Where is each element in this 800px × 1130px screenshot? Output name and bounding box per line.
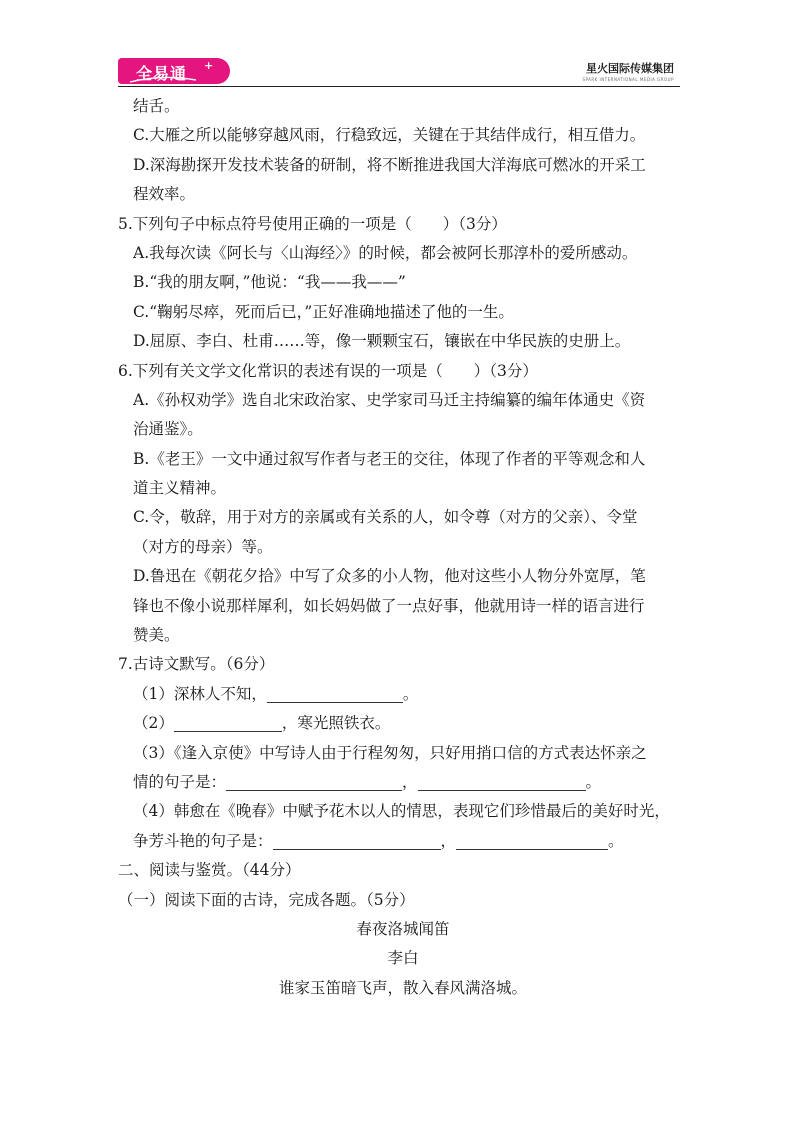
logo-plus: + [204, 59, 214, 72]
answer-blank[interactable] [267, 684, 403, 703]
line-fragment: ，寒光照铁衣。 [281, 714, 391, 733]
text-line: 5.下列句子中标点符号使用正确的一项是（ ）（3分） [118, 214, 507, 233]
text-line: （对方的母亲）等。 [133, 537, 273, 556]
logo-swoosh-icon [128, 76, 198, 84]
brand-name-en: SPARK INTERNATIONAL MEDIA GROUP [582, 77, 674, 82]
text-line: B.“我的朋友啊，”他说：“我——我——” [133, 273, 406, 292]
poem-line: 李白 [387, 949, 419, 968]
document-body [118, 92, 698, 1003]
page-header [118, 56, 680, 88]
text-line: B.《老王》一文中通过叙写作者与老王的交往，体现了作者的平等观念和人 [133, 449, 646, 468]
text-line: （一）阅读下面的古诗，完成各题。（5分） [118, 890, 415, 909]
text-line: 道主义精神。 [133, 479, 227, 498]
text-line: A.我每次读《阿长与〈山海经〉》的时候，都会被阿长那淳朴的爱所感动。 [133, 243, 638, 262]
text-line: 二、阅读与鉴赏。（44分） [118, 861, 301, 880]
line-fragment: 情的句子是： [133, 772, 227, 791]
quanyitong-logo [118, 58, 230, 84]
text-line: 锋也不像小说那样犀利，如长妈妈做了一点好事，他就用诗一样的语言进行 [133, 596, 645, 615]
text-line [118, 768, 698, 797]
line-fragment: 争芳斗艳的句子是： [133, 831, 273, 850]
text-line: （4）韩愈在《晚春》中赋予花木以人的情思，表现它们珍惜最后的美好时光， [133, 802, 670, 821]
answer-blank[interactable] [174, 713, 282, 732]
text-line: 程效率。 [133, 185, 196, 204]
answer-blank[interactable] [273, 831, 441, 850]
header-divider [118, 86, 680, 87]
publisher-brand [582, 60, 674, 82]
text-line [118, 827, 698, 856]
line-fragment: 。 [608, 831, 624, 850]
line-fragment: 。 [585, 772, 602, 791]
text-line [118, 680, 698, 709]
text-line: 治通鉴》。 [133, 420, 203, 439]
text-line: 6.下列有关文学文化常识的表述有误的一项是（ ）（3分） [118, 361, 538, 380]
text-line: C.令，敬辞，用于对方的亲属或有关系的人，如令尊（对方的父亲）、令堂 [133, 508, 638, 527]
text-line: D.鲁迅在《朝花夕拾》中写了众多的小人物，他对这些小人物分外宽厚，笔 [133, 567, 646, 586]
answer-blank[interactable] [456, 831, 608, 850]
brand-name-cn: 星火国际传媒集团 [586, 62, 674, 75]
line-fragment: 。 [402, 684, 419, 703]
text-line: A.《孙权劝学》选自北宋政治家、史学家司马迁主持编纂的编年体通史《资 [133, 390, 646, 409]
text-line: 7.古诗文默写。（6分） [118, 655, 275, 674]
logo-text: 全易通 [136, 64, 188, 83]
text-line: 结舌。 [133, 97, 180, 115]
text-line: （3）《逢入京使》中写诗人由于行程匆匆，只好用捎口信的方式表达怀亲之 [133, 743, 647, 762]
text-line: D.屈原、李白、杜甫……等，像一颗颗宝石，镶嵌在中华民族的史册上。 [133, 332, 631, 351]
line-fragment: （2） [133, 714, 174, 733]
text-line: C.大雁之所以能够穿越风雨，行稳致远，关键在于其结伴成行，相互借力。 [133, 126, 646, 145]
answer-blank[interactable] [226, 772, 402, 791]
text-line: C.“鞠躬尽瘁，死而后已，”正好准确地描述了他的一生。 [133, 302, 514, 321]
text-line [118, 709, 698, 738]
line-fragment: ， [402, 772, 418, 791]
poem-line: 谁家玉笛暗飞声，散入春风满洛城。 [278, 978, 527, 997]
text-line: D.深海勘探开发技术装备的研制，将不断推进我国大洋海底可燃冰的开采工 [133, 155, 646, 174]
line-fragment: （1）深林人不知， [133, 684, 267, 703]
poem-line: 春夜洛城闻笛 [356, 919, 450, 938]
line-fragment: ， [440, 831, 457, 850]
text-line: 赞美。 [133, 626, 180, 645]
answer-blank[interactable] [418, 772, 586, 791]
